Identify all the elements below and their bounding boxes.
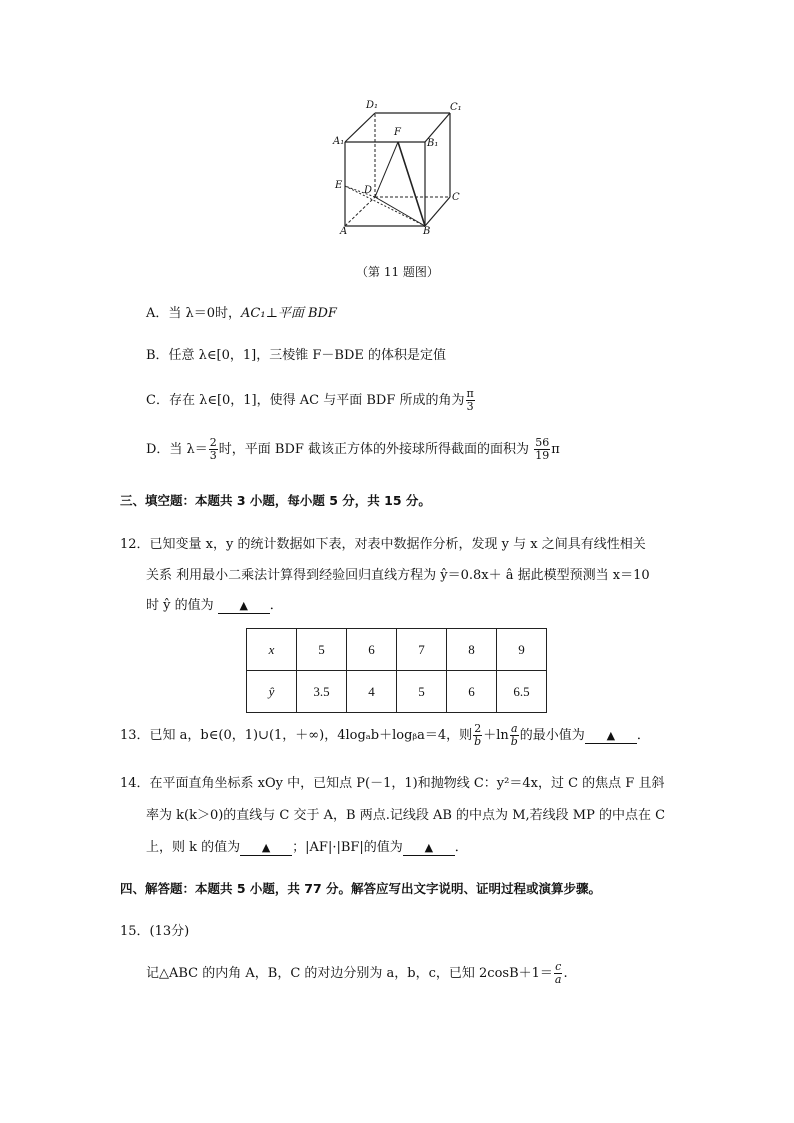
label-c1: C₁ — [450, 102, 462, 113]
data-table — [246, 628, 547, 713]
label-d: D — [364, 185, 373, 196]
section-4-title: 四、解答题：本题共 5 小题，共 77 分。解答应写出文字说明、证明过程或演算步骤。 — [120, 881, 602, 896]
segment-d-f — [375, 142, 398, 197]
edge-a-d — [345, 197, 375, 226]
table-cell: 3.5 — [297, 671, 347, 713]
table-cell: 7 — [397, 629, 447, 671]
label-e: E — [335, 180, 343, 191]
answer-blank: ▲ — [218, 599, 270, 614]
answer-blank: ▲ — [585, 729, 637, 744]
segment-f-b — [398, 142, 425, 226]
q14-line2: 率为 k(k＞0)的直线与 C 交于 A，B 两点.记线段 AB 的中点为 M,若线段 MP 的中点在 C — [146, 808, 666, 823]
option-a: A．当 λ＝0时，AC₁⊥平面 BDF — [146, 306, 337, 321]
option-b: B．任意 λ∈[0，1]，三棱锥 F－BDE 的体积是定值 — [146, 348, 446, 363]
q12-line1: 12．已知变量 x，y 的统计数据如下表，对表中数据作分析，发现 y 与 x 之间具有线性相关 — [120, 537, 646, 552]
option-c: C．存在 λ∈[0，1]，使得 AC 与平面 BDF 所成的角为 $\frac{\pi}{3}$ — [146, 387, 474, 413]
table-cell: 6.5 — [497, 671, 547, 713]
segment-e-b — [345, 186, 425, 226]
table-cell: x — [247, 629, 297, 671]
edge-b-c — [425, 197, 450, 226]
table-row — [247, 629, 547, 671]
q12-line2: 关系 利用最小二乘法计算得到经验回归直线方程为 ŷ＝0.8x＋ â 据此模型预测当 x＝10 — [146, 568, 650, 583]
label-b: B — [423, 226, 431, 237]
table-row — [247, 671, 547, 713]
label-f: F — [394, 127, 401, 138]
q12-line3: 时 ŷ 的值为 ▲ ． — [146, 598, 283, 613]
cube-figure — [330, 95, 470, 245]
q14-line1: 14．在平面直角坐标系 xOy 中，已知点 P(－1，1)和抛物线 C：y²＝4x，过 C 的焦点 F 且斜 — [120, 776, 665, 791]
q15-heading: 15．(13分) — [120, 924, 190, 939]
label-c: C — [452, 192, 460, 203]
table-cell: 9 — [497, 629, 547, 671]
table-cell: 4 — [347, 671, 397, 713]
table-cell: 8 — [447, 629, 497, 671]
figure-caption: （第 11 题图） — [356, 265, 439, 279]
answer-blank: ▲ — [240, 841, 292, 856]
answer-blank: ▲ — [403, 841, 455, 856]
q15-body: 记△ABC 的内角 A，B，C 的对边分别为 a，b，c，已知 2cosB＋1＝ $\frac{c}{a}$ . — [146, 960, 568, 986]
table-cell: 5 — [397, 671, 447, 713]
label-a: A — [340, 226, 348, 237]
label-d1: D₁ — [366, 100, 379, 111]
q14-line3: 上，则 k 的值为 ▲ ；|AF|·|BF|的值为 ▲ ． — [146, 840, 468, 855]
table-cell: ŷ — [247, 671, 297, 713]
option-d: D．当 λ＝ $\frac{2}{3}$ 时，平面 BDF 截该正方体的外接球所得截面的面积为 $\frac{56}{19}$ π — [146, 436, 560, 462]
q13: 13．已知 a，b∈(0，1)∪(1，＋∞)，4logₐb＋logᵦa＝4，则 $\frac{2}{b}$ ＋ln $\frac{a}{b}$ 的最小值为 ▲ ． — [120, 722, 650, 748]
table-cell: 6 — [347, 629, 397, 671]
section-3-title: 三、填空题：本题共 3 小题，每小题 5 分，共 15 分。 — [120, 493, 431, 508]
table-cell: 5 — [297, 629, 347, 671]
label-a1: A₁ — [333, 136, 345, 147]
table-cell: 6 — [447, 671, 497, 713]
label-b1: B₁ — [427, 138, 439, 149]
edge-a1-d1 — [345, 113, 375, 142]
